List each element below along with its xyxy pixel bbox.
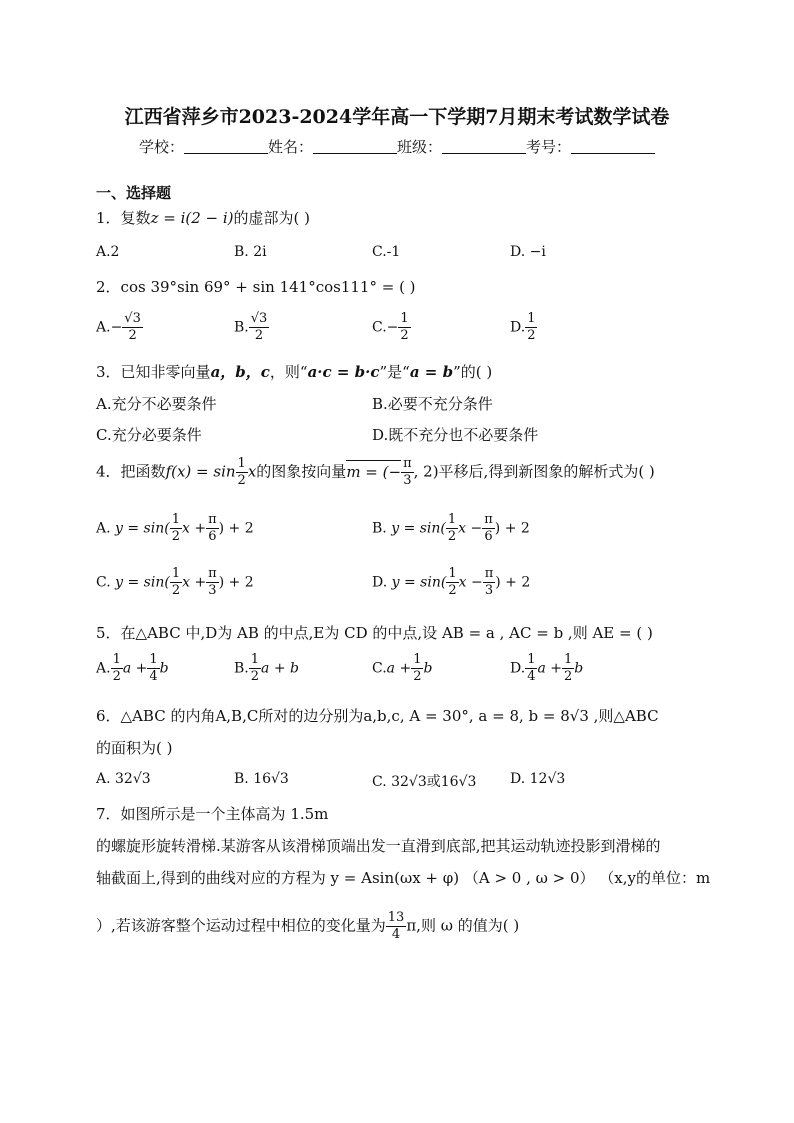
q3-stem-a: 已知非零向量 [120, 363, 211, 381]
q5-c-label: C. [372, 660, 387, 677]
q5-d-d1: 4 [527, 669, 536, 684]
q5-c-frac1 [411, 652, 423, 685]
q5-a-frac1 [111, 652, 123, 685]
q4-c-frac2 [206, 566, 219, 599]
q4-c-mid: x + [182, 574, 207, 591]
q2-option-d[interactable] [510, 311, 537, 344]
q2-option-b[interactable] [234, 311, 269, 344]
q4-c-d2: 3 [208, 583, 217, 598]
name-blank[interactable] [313, 139, 397, 154]
number-blank[interactable] [571, 139, 655, 154]
q5-d-v2: b [574, 660, 584, 677]
q5-stem: 在△ABC 中,D为 AB 的中点,E为 CD 的中点,设 AB = a , AC = b ,则 AE = ( ) [120, 624, 653, 642]
q7-frac-den: 4 [391, 927, 401, 942]
class-label: 班级： [397, 138, 443, 156]
q2-d-fraction [525, 311, 537, 344]
q4-c-post: ) + 2 [218, 574, 254, 591]
q5-d-label: D. [510, 660, 526, 677]
q5-a-n1: 1 [112, 652, 121, 667]
q3-number: 3． [96, 363, 121, 381]
q4-b-post: ) + 2 [494, 520, 530, 537]
q4-a-n2: π [208, 512, 217, 527]
q2-stem: cos 39°sin 69° + sin 141°cos111° = ( ) [120, 278, 416, 296]
number-label: 考号： [526, 138, 572, 156]
q4-a-n1: 1 [171, 512, 180, 527]
q4-option-b[interactable] [372, 512, 530, 545]
q4-c-frac1 [170, 566, 182, 599]
q4-d-frac1 [446, 566, 458, 599]
q4-a-label: A. [96, 520, 111, 537]
q4-b-d2: 6 [484, 529, 493, 544]
q4-a-pre: y = sin( [115, 520, 170, 537]
q2-d-num: 1 [527, 311, 536, 326]
q5-c-n1: 1 [413, 652, 422, 667]
q4-b-n1: 1 [447, 512, 457, 527]
q2-d-label: D. [510, 319, 526, 336]
q1-option-c[interactable]: C.-1 [372, 244, 401, 260]
q4-stem-a: 把函数 [120, 462, 166, 481]
q2-b-label: B. [234, 319, 249, 336]
section-heading: 一、选择题 [96, 184, 172, 202]
q4-vec-num: π [403, 456, 412, 471]
q4-b-mid: x − [458, 520, 483, 537]
q4-b-n2: π [484, 512, 493, 527]
q7-line2: 的螺旋形旋转滑梯.某游客从该滑梯顶端出发一直滑到底部,把其运动轨迹投影到滑梯的 [96, 837, 661, 855]
q3-option-b[interactable]: B.必要不充分条件 [372, 395, 493, 413]
q3-stem-b: ，则“ [269, 363, 308, 381]
q6-stem-line1: △ABC 的内角A,B,C所对的边分别为a,b,c, A = 30°, a = 8, b = 8√3 ,则△ABC [120, 707, 659, 725]
q4-d-n2: π [484, 566, 494, 581]
question-3 [96, 361, 492, 382]
q4-d-n1: 1 [448, 566, 457, 581]
q4-c-n1: 1 [171, 566, 181, 581]
q2-b-den: 2 [254, 328, 264, 343]
q5-b-d1: 2 [250, 669, 260, 684]
q5-c-v1: b [423, 660, 433, 677]
q6-option-a[interactable]: A. 32√3 [96, 771, 151, 787]
q4-a-post: ) + 2 [218, 520, 254, 537]
q2-c-label: C. [372, 319, 387, 336]
q4-c-label: C. [96, 574, 111, 591]
q7-frac-num: 13 [387, 910, 405, 925]
q1-stem-a: 复数 [120, 209, 151, 227]
q5-number: 5． [96, 624, 121, 642]
q5-b-v1: a + b [261, 660, 299, 677]
question-7 [96, 803, 328, 824]
q3-stem-d: ”的( ) [453, 363, 493, 381]
q6-option-c[interactable]: C. 32√3或16√3 [372, 774, 477, 790]
q2-d-den: 2 [527, 328, 536, 343]
q1-option-b[interactable]: B. 2i [234, 244, 267, 260]
q3-cond1: a·c = b·c [307, 363, 380, 381]
question-1 [96, 207, 310, 228]
q4-func-fraction [236, 456, 248, 489]
q1-stem-b: 的虚部为( ) [233, 209, 311, 227]
q4-b-pre: y = sin( [391, 520, 446, 537]
q7-line4 [96, 910, 519, 943]
q4-option-d[interactable] [372, 566, 530, 599]
q4-d-frac2 [483, 566, 496, 599]
q4-a-d2: 6 [208, 529, 217, 544]
class-blank[interactable] [442, 139, 526, 154]
q2-a-den: 2 [128, 328, 137, 343]
q5-a-n2: 1 [149, 652, 158, 667]
student-info-line [0, 136, 794, 157]
q1-number: 1． [96, 209, 121, 227]
q4-func-b: x [247, 462, 257, 481]
q4-stem-b: 的图象按向量 [256, 462, 347, 481]
q4-vector-b: , 2) [413, 462, 439, 481]
q5-a-d2: 4 [149, 669, 158, 684]
q4-b-d1: 2 [447, 529, 457, 544]
q4-b-frac2 [482, 512, 495, 545]
q5-c-d1: 2 [413, 669, 422, 684]
q3-vars: a，b，c [210, 363, 270, 381]
q4-stem-c: 平移后,得到新图象的解析式为( ) [438, 462, 655, 481]
q4-c-pre: y = sin( [115, 574, 170, 591]
q6-stem-line2: 的面积为( ) [96, 739, 173, 757]
q5-a-d1: 2 [112, 669, 121, 684]
q2-a-sign: − [110, 319, 123, 336]
q5-d-v1: a + [537, 660, 562, 677]
q1-option-d[interactable]: D. −i [510, 244, 546, 260]
q1-option-a[interactable]: A.2 [96, 244, 120, 260]
q1-expr: z = i(2 − i) [150, 209, 234, 227]
q7-line4-a: ）,若该游客整个运动过程中相位的变化量为 [96, 916, 386, 935]
q2-c-fraction [398, 311, 410, 344]
q4-func-a: f(x) = sin [165, 462, 236, 481]
q7-line4-b: π,则 ω 的值为( ) [406, 916, 520, 935]
q5-option-c[interactable] [372, 652, 432, 685]
q3-option-c[interactable]: C.充分必要条件 [96, 426, 202, 444]
q2-a-label: A. [96, 319, 111, 336]
q7-fraction [386, 910, 407, 943]
q5-a-v1: a + [122, 660, 148, 677]
q4-vec-den: 3 [403, 473, 412, 488]
q5-option-b[interactable] [234, 652, 299, 685]
q5-d-frac1 [525, 652, 537, 685]
q7-line1: 如图所示是一个主体高为 1.5m [120, 805, 329, 823]
question-6 [96, 705, 659, 726]
q5-b-label: B. [234, 660, 249, 677]
q6-option-d[interactable]: D. 12√3 [510, 771, 566, 787]
name-label: 姓名： [267, 138, 313, 156]
q5-a-label: A. [96, 660, 111, 677]
q4-d-d2: 3 [484, 583, 494, 598]
q6-number: 6． [96, 707, 121, 725]
q2-c-sign: − [386, 319, 399, 336]
q5-a-v2: b [159, 660, 169, 677]
q5-a-frac2 [147, 652, 159, 685]
q7-line3: 轴截面上,得到的曲线对应的方程为 y = Asin(ωx + φ) （A > 0 , ω > 0） （x,y的单位：m [96, 869, 711, 887]
q2-option-c[interactable] [372, 311, 411, 344]
q4-vector-fraction [401, 456, 414, 489]
q4-c-n2: π [208, 566, 217, 581]
question-2 [96, 276, 416, 297]
q5-option-d[interactable] [510, 652, 583, 685]
q6-option-b[interactable]: B. 16√3 [234, 771, 289, 787]
q4-d-post: ) + 2 [495, 574, 531, 591]
q4-b-frac1 [446, 512, 458, 545]
school-blank[interactable] [184, 139, 268, 154]
q4-option-a[interactable] [96, 512, 254, 545]
q2-b-num: √3 [250, 311, 268, 326]
q4-b-label: B. [372, 520, 387, 537]
q2-option-a[interactable] [96, 311, 143, 344]
q4-a-d1: 2 [171, 529, 180, 544]
q4-vector-a: m = (− [346, 462, 402, 481]
q2-c-num: 1 [400, 311, 409, 326]
q2-a-fraction [122, 311, 143, 344]
q5-b-n1: 1 [250, 652, 260, 667]
q4-d-mid: x − [458, 574, 483, 591]
q5-d-n1: 1 [527, 652, 536, 667]
question-4 [96, 456, 655, 489]
school-label: 学校： [138, 138, 184, 156]
q5-option-a[interactable] [96, 652, 169, 685]
q2-c-den: 2 [400, 328, 409, 343]
q3-stem-c: ”是“ [379, 363, 410, 381]
q3-option-d[interactable]: D.既不充分也不必要条件 [372, 426, 539, 444]
q4-c-d1: 2 [171, 583, 181, 598]
q4-d-d1: 2 [448, 583, 457, 598]
q3-cond2: a = b [409, 363, 454, 381]
q2-a-num: √3 [124, 311, 141, 326]
q4-number: 4． [96, 462, 121, 481]
q5-b-frac1 [249, 652, 261, 685]
q4-a-frac1 [170, 512, 182, 545]
q2-number: 2． [96, 278, 121, 296]
q4-a-frac2 [206, 512, 219, 545]
q4-func-den: 2 [237, 473, 246, 488]
q5-c-v0: a + [386, 660, 412, 677]
q4-a-mid: x + [181, 520, 207, 537]
q3-option-a[interactable]: A.充分不必要条件 [96, 395, 217, 413]
q5-d-n2: 1 [564, 652, 573, 667]
exam-title: 江西省萍乡市2023-2024学年高一下学期7月期末考试数学试卷 [124, 106, 670, 128]
q7-number: 7． [96, 805, 121, 823]
question-5 [96, 622, 653, 643]
q5-d-d2: 2 [564, 669, 573, 684]
q5-d-frac2 [562, 652, 574, 685]
q4-option-c[interactable] [96, 566, 254, 599]
q4-func-num: 1 [237, 456, 246, 471]
q4-d-label: D. [372, 574, 388, 591]
q4-d-pre: y = sin( [391, 574, 447, 591]
q2-b-fraction [249, 311, 270, 344]
